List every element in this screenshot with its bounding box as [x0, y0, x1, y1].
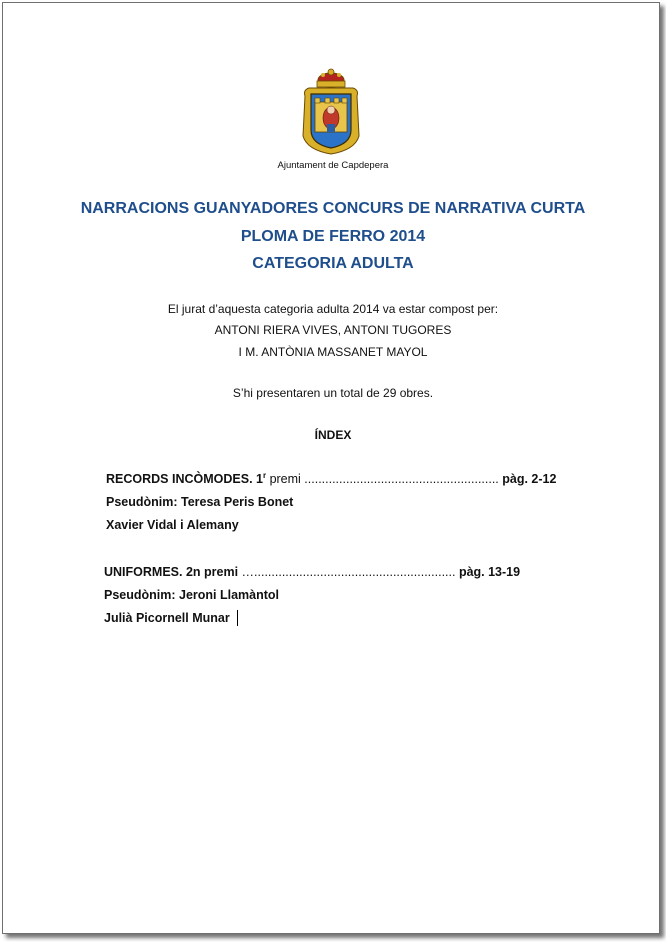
- title-line-2: PLOMA DE FERRO 2014: [240, 228, 426, 245]
- jury-members-2: I M. ANTÒNIA MASSANET MAYOL: [238, 345, 428, 359]
- entry-title: UNIFORMES. 2n premi: [104, 565, 242, 579]
- entry-1-pseudonym: Pseudònim: Teresa Peris Bonet: [106, 495, 294, 509]
- coat-of-arms-logo: [299, 66, 363, 158]
- index-entry-1: [106, 471, 556, 486]
- entry-1-author: Xavier Vidal i Alemany: [106, 518, 239, 532]
- entry-2-author: Julià Picornell Munar: [104, 611, 230, 625]
- entry-page: pàg. 13-19: [455, 565, 521, 579]
- text-cursor[interactable]: [237, 610, 238, 626]
- title-line-1: NARRACIONS GUANYADORES CONCURS DE NARRATIVA CURTA: [80, 200, 586, 217]
- entry-2-pseudonym: Pseudònim: Jeroni Llamàntol: [104, 588, 280, 602]
- entry-title-sup: r: [262, 471, 267, 480]
- entry-leader-dots: ........................................................: [304, 472, 499, 487]
- entry-leader-dots: …..........................................................: [241, 565, 456, 579]
- submission-count: S’hi presentaren un total de 29 obres.: [232, 386, 434, 400]
- entry-title-suffix: premi: [266, 472, 305, 487]
- jury-members-1: ANTONI RIERA VIVES, ANTONI TUGORES: [214, 323, 452, 337]
- entry-page: pàg. 2-12: [498, 472, 557, 487]
- municipality-caption: Ajuntament de Capdepera: [277, 160, 389, 171]
- index-heading: ÍNDEX: [314, 428, 352, 442]
- jury-intro: El jurat d’aquesta categoria adulta 2014 va estar compost per:: [167, 302, 499, 316]
- index-entry-2: [104, 565, 520, 579]
- title-line-3: CATEGORIA ADULTA: [252, 255, 414, 272]
- entry-title: RECORDS INCÒMODES. 1: [106, 472, 263, 487]
